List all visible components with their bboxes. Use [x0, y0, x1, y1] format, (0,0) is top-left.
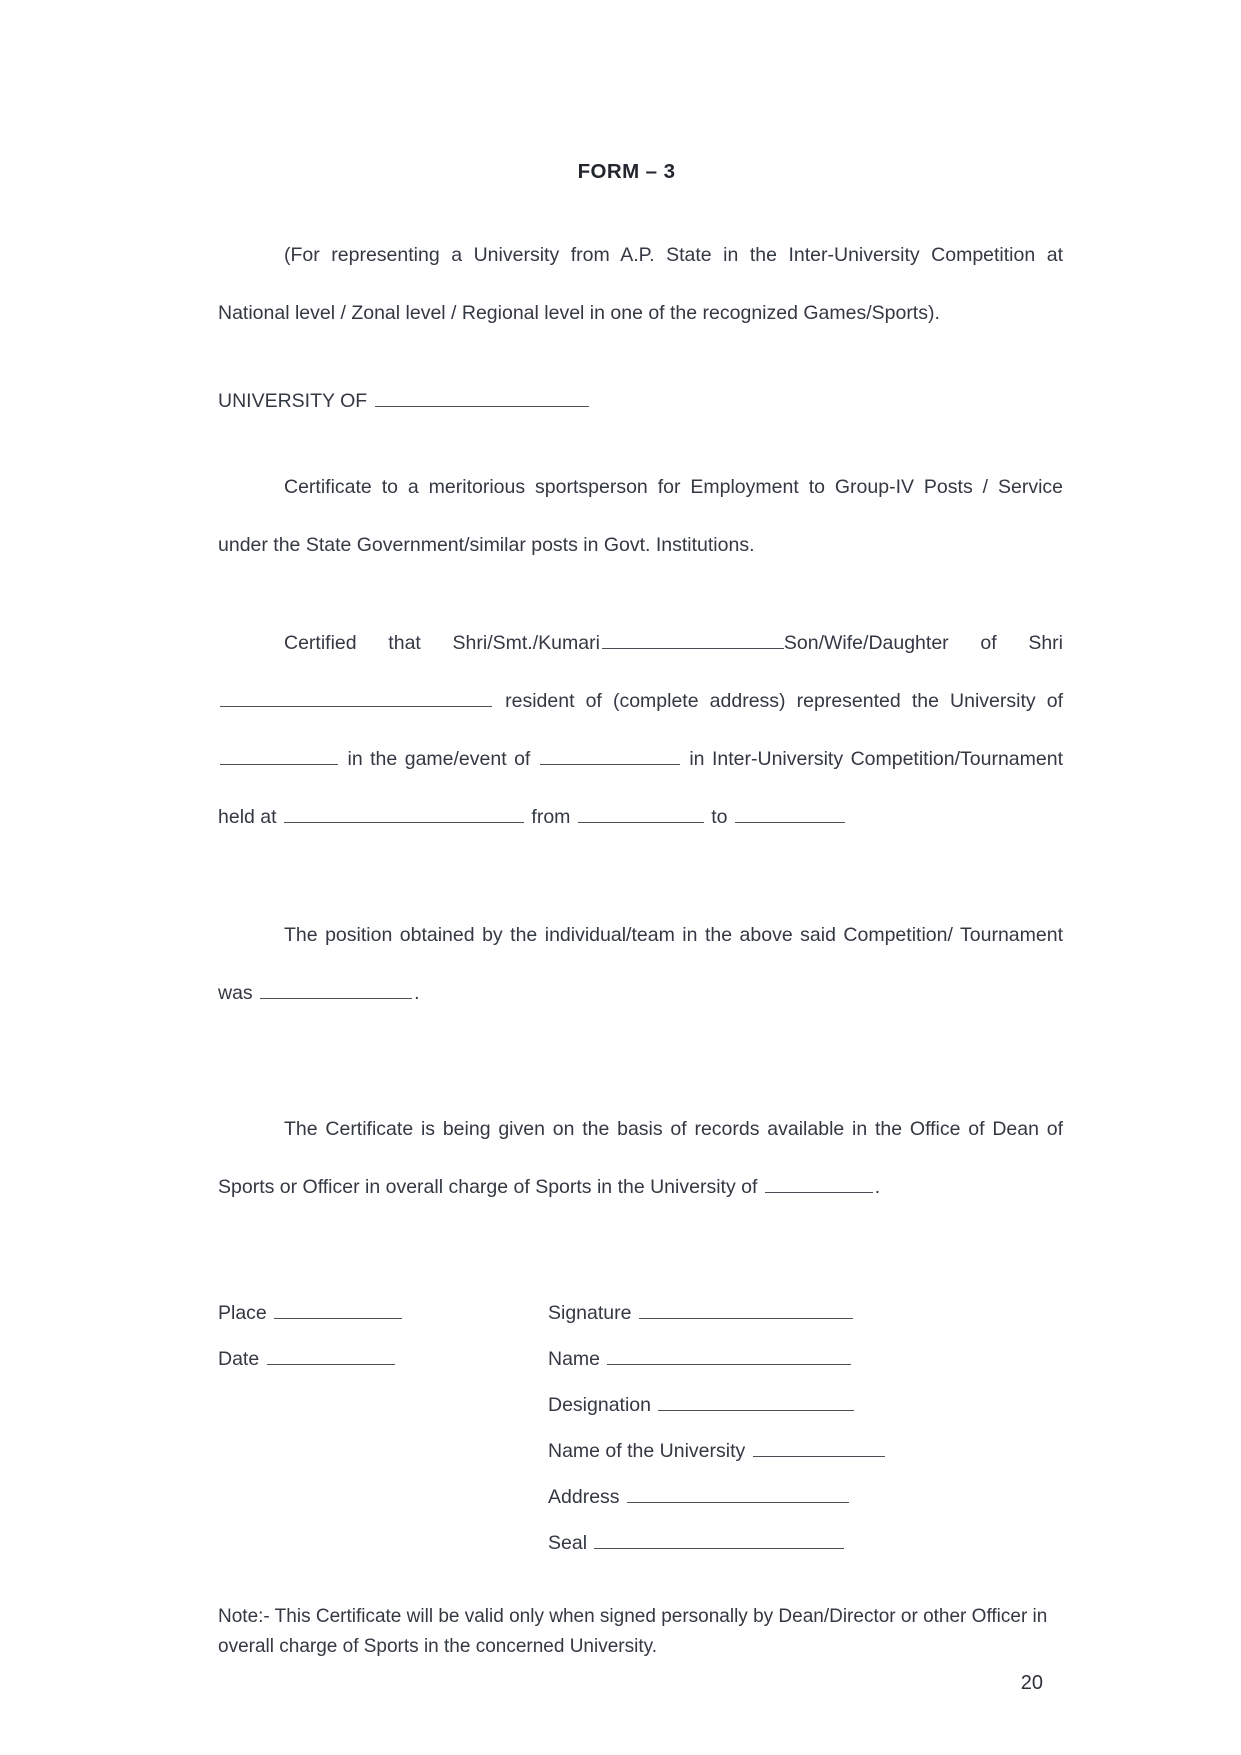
position-text-1: The position obtained by the individual/team in the above said Competition/ Tournament was: [218, 924, 1063, 1004]
date-row: [218, 1336, 558, 1382]
candidate-name-blank[interactable]: [602, 632, 784, 649]
name-row: [548, 1336, 968, 1382]
seal-label: Seal: [548, 1532, 588, 1554]
university-of-line: [218, 372, 1063, 430]
name-label: Name: [548, 1348, 601, 1370]
signature-block: [218, 1290, 1063, 1554]
certified-text-1: Certified that Shri/Smt./Kumari: [284, 632, 600, 654]
name-of-university-row: [548, 1428, 968, 1474]
signature-label: Signature: [548, 1302, 632, 1324]
signature-right-column: [548, 1290, 968, 1566]
signature-left-column: [218, 1290, 558, 1382]
name-of-university-label: Name of the University: [548, 1440, 746, 1462]
basis-text-1: The Certificate is being given on the basis of records available in the Office of Dean of Sports or Officer in overall charge of Sports in the University of: [218, 1118, 1063, 1198]
address-row: [548, 1474, 968, 1520]
from-date-blank[interactable]: [578, 806, 704, 823]
place-label: Place: [218, 1302, 267, 1324]
certified-text-5: in Inter-University Competition/Tournament held at: [218, 748, 1064, 828]
place-row: [218, 1290, 558, 1336]
page-number: 20: [1020, 1672, 1043, 1694]
place-blank[interactable]: [274, 1302, 402, 1319]
designation-blank[interactable]: [658, 1394, 854, 1411]
basis-paragraph: [218, 1100, 1063, 1216]
date-blank[interactable]: [267, 1348, 395, 1365]
address-label: Address: [548, 1486, 620, 1508]
date-label: Date: [218, 1348, 260, 1370]
office-university-blank[interactable]: [765, 1176, 873, 1193]
designation-label: Designation: [548, 1394, 651, 1416]
document-body: [218, 0, 1063, 1681]
basis-text-2: .: [874, 1176, 881, 1198]
purpose-text: Certificate to a meritorious sportsperson for Employment to Group-IV Posts / Service under the State Government/similar posts in Govt. Institutions.: [218, 476, 1063, 556]
certified-text-2: Son/Wife/Daughter of Shri: [783, 632, 1063, 654]
to-date-blank[interactable]: [735, 806, 845, 823]
signature-blank[interactable]: [639, 1302, 853, 1319]
seal-blank[interactable]: [594, 1532, 844, 1549]
name-of-university-blank[interactable]: [753, 1440, 885, 1457]
father-name-blank[interactable]: [220, 690, 492, 707]
note-text: Note:- This Certificate will be valid only when signed personally by Dean/Director or other Officer in overall charge of Sports in the concerned University.: [218, 1606, 1048, 1657]
game-event-blank[interactable]: [540, 748, 680, 765]
certified-text-3: resident of (complete address) represented the University of: [505, 690, 1063, 712]
intro-paragraph: [218, 226, 1063, 342]
signature-row: [548, 1290, 968, 1336]
certified-text-7: to: [711, 806, 728, 828]
certified-text-4: in the game/event of: [347, 748, 531, 770]
position-obtained-blank[interactable]: [260, 982, 412, 999]
address-blank[interactable]: [627, 1486, 849, 1503]
position-paragraph: [218, 906, 1063, 1022]
university-of-label: UNIVERSITY OF: [218, 390, 368, 412]
represented-university-blank[interactable]: [220, 748, 338, 765]
position-text-2: .: [414, 982, 420, 1004]
university-of-blank[interactable]: [375, 390, 589, 407]
designation-row: [548, 1382, 968, 1428]
certified-paragraph: [218, 614, 1063, 846]
held-at-blank[interactable]: [284, 806, 524, 823]
purpose-paragraph: [218, 458, 1063, 574]
intro-text: (For representing a University from A.P. State in the Inter-University Competition at National level / Zonal level / Regional level in one of the recognized Games/Sports).: [218, 244, 1063, 324]
seal-row: [548, 1520, 968, 1566]
certified-text-6: from: [531, 806, 571, 828]
name-blank[interactable]: [607, 1348, 851, 1365]
page-title: FORM – 3: [577, 160, 676, 183]
